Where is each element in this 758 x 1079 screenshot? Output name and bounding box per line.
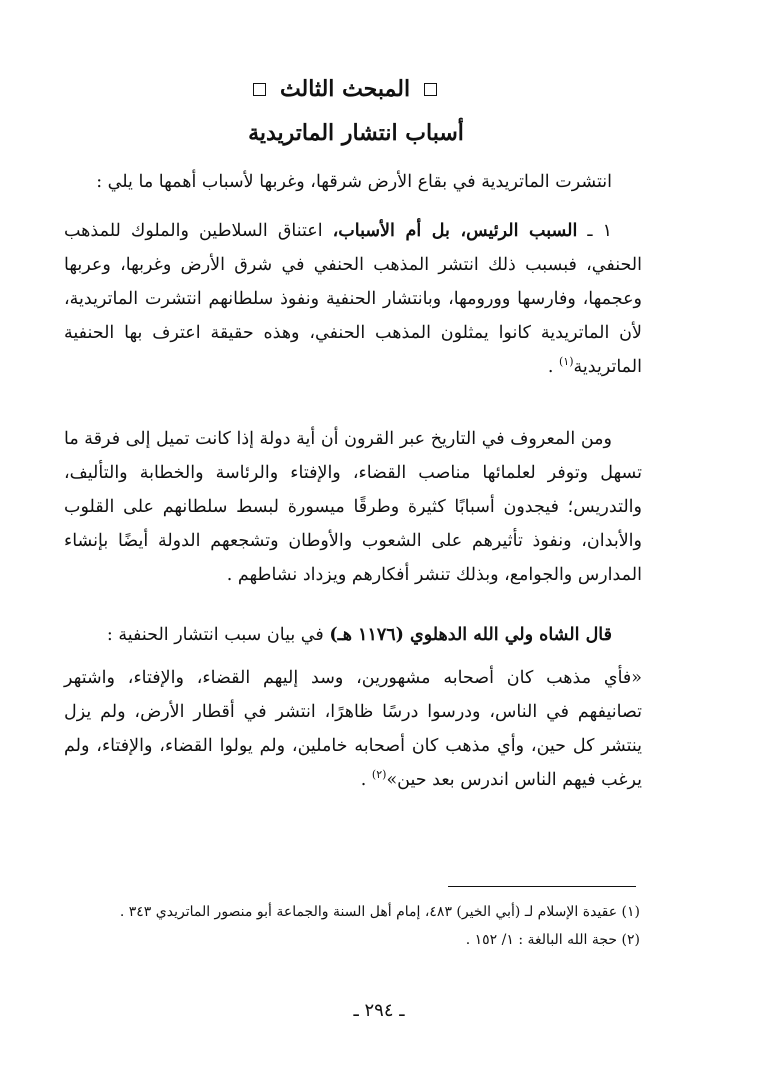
footnote-1: (١) عقيدة الإسلام لـ (أبي الخير) ٤٨٣، إمام أهل السنة والجماعة أبو منصور الماتريدي ٣٤٣ .: [119, 904, 640, 920]
intro-paragraph: [64, 165, 642, 199]
quote-paragraph: [64, 661, 642, 797]
footnote-2: (٢) حجة الله البالغة : ١/ ١٥٢ .: [465, 932, 640, 948]
quote-intro-text: في بيان سبب انتشار الحنفية :: [106, 625, 330, 645]
reason-end: .: [547, 357, 559, 377]
square-ornament-icon: [253, 83, 266, 96]
section-title: المبحث الثالث: [279, 76, 411, 102]
quote-end: .: [360, 770, 372, 790]
quote-author: قال الشاه ولي الله الدهلوي (١١٧٦ هـ): [329, 625, 612, 645]
reason-one-paragraph: [64, 214, 642, 384]
section-heading: [0, 76, 690, 102]
paragraph-two: [64, 422, 642, 592]
footnote-divider: [448, 886, 636, 887]
square-ornament-icon: [424, 83, 437, 96]
footnote-ref-2[interactable]: (٢): [371, 768, 387, 782]
quote-text: «فأي مذهب كان أصحابه مشهورين، وسد إليهم القضاء، والإفتاء، واشتهر تصانيفهم في الناس، ودرسوا درسًا ظاهرًا، انتشر في أقطار الأرض، ولم يزل ينتشر كل حين، وأي مذهب كان أصحابه خاملين، ولم يولوا القضاء، والإفتاء، ولم يرغب فيهم الناس اندرس بعد حين»: [64, 668, 642, 790]
paragraph-two-text: ومن المعروف في التاريخ عبر القرون أن أية دولة إذا كانت تميل إلى فرقة ما تسهل وتوفر لعلمائها مناصب القضاء، والإفتاء والرئاسة والخطابة والتأليف، والتدريس؛ فيجدون أسبابًا كثيرة وطرقًا ميسورة لبسط سلطانهم على القلوب والأبدان، ونفوذ تأثيرهم على الشعوب والأوطان وتشجعهم الدولة أيضًا بإنشاء المدارس والجوامع، وبذلك تنشر أفكارهم ويزداد نشاطهم .: [64, 429, 642, 585]
reason-number: ١ ـ: [587, 221, 612, 241]
reason-lead: السبب الرئيس، بل أم الأسباب،: [332, 221, 578, 241]
chapter-subtitle: أسباب انتشار الماتريدية: [248, 120, 464, 146]
footnote-ref-1[interactable]: (١): [559, 355, 574, 369]
page-number: ـ ٢٩٤ ـ: [353, 1000, 405, 1021]
intro-text: انتشرت الماتريدية في بقاع الأرض شرقها، وغربها لأسباب أهمها ما يلي :: [96, 172, 612, 192]
quote-intro-paragraph: [64, 618, 642, 652]
reason-text: اعتناق السلاطين والملوك للمذهب الحنفي، فبسبب ذلك انتشر المذهب الحنفي في شرق الأرض وغربها، وعربها وعجمها، وفارسها وورومها، وبانتشار الحنفية ونفوذ سلطانهم انتشرت الماتريدية، لأن الماتريدية كانوا يمثلون المذهب الحنفي، وهذه حقيقة اعترف بها الحنفية الماتريدية: [64, 221, 642, 377]
